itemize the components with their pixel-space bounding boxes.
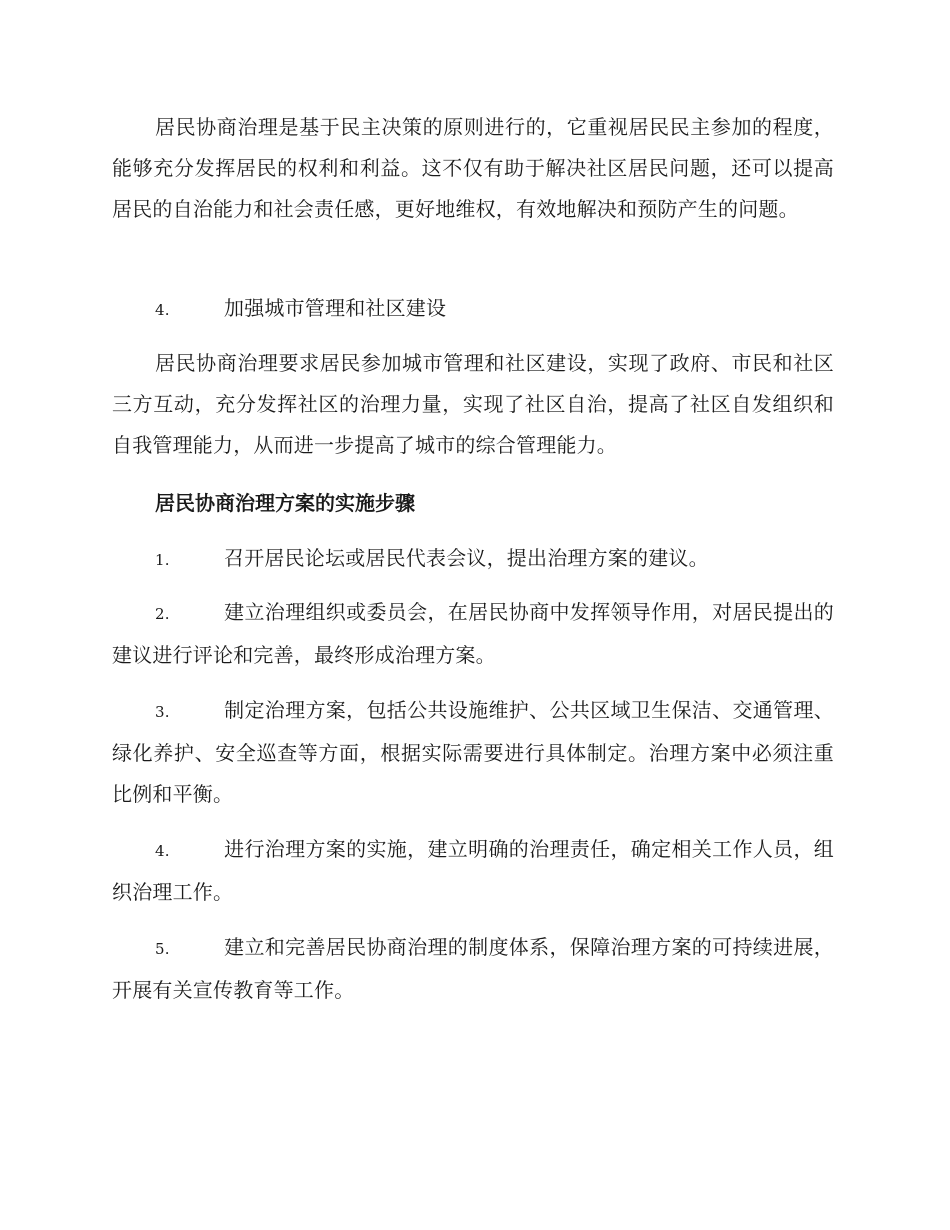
list-item-text: 加强城市管理和社区建设 — [224, 296, 447, 320]
list-item-text: 建立和完善居民协商治理的制度体系，保障治理方案的可持续进展，开展有关宣传教育等工作。 — [112, 935, 834, 1002]
section-heading-block — [112, 483, 834, 524]
paragraph-city-management — [112, 343, 834, 466]
list-item — [112, 690, 834, 815]
list-item-text: 制定治理方案，包括公共设施维护、公共区域卫生保洁、交通管理、绿化养护、安全巡查等方面，根据实际需要进行具体制定。治理方案中必须注重比例和平衡。 — [112, 698, 834, 806]
list-item — [112, 927, 834, 1011]
list-number: 4. — [155, 842, 170, 860]
list-item-text: 建立治理组织或委员会，在居民协商中发挥领导作用，对居民提出的建议进行评论和完善，最终形成治理方案。 — [112, 600, 834, 667]
paragraph-text: 居民协商治理要求居民参加城市管理和社区建设，实现了政府、市民和社区三方互动，充分发挥社区的治理力量，实现了社区自治，提高了社区自发组织和自我管理能力，从而进一步提高了城市的综合管理能力。 — [112, 351, 834, 457]
paragraph-text: 居民协商治理是基于民主决策的原则进行的，它重视居民民主参加的程度，能够充分发挥居民的权利和利益。这不仅有助于解决社区居民问题，还可以提高居民的自治能力和社会责任感，更好地维权，有效地解决和预防产生的问题。 — [112, 115, 834, 221]
list-item — [112, 288, 834, 331]
list-item — [112, 592, 834, 676]
list-number: 4. — [155, 301, 170, 319]
step-item-3 — [112, 690, 834, 815]
list-item-benefit-4 — [112, 288, 834, 331]
step-item-2 — [112, 592, 834, 676]
step-item-4 — [112, 829, 834, 913]
paragraph-democratic-decision — [112, 107, 834, 230]
step-item-5 — [112, 927, 834, 1011]
list-number: 3. — [155, 703, 170, 721]
list-item — [112, 829, 834, 913]
list-item — [112, 538, 834, 581]
list-number: 1. — [155, 551, 170, 569]
list-item-text: 召开居民论坛或居民代表会议，提出治理方案的建议。 — [224, 546, 709, 570]
step-item-1 — [112, 538, 834, 581]
section-heading: 居民协商治理方案的实施步骤 — [155, 491, 415, 515]
list-item-text: 进行治理方案的实施，建立明确的治理责任，确定相关工作人员，组织治理工作。 — [112, 837, 834, 904]
list-number: 5. — [155, 940, 170, 958]
list-number: 2. — [155, 605, 170, 623]
